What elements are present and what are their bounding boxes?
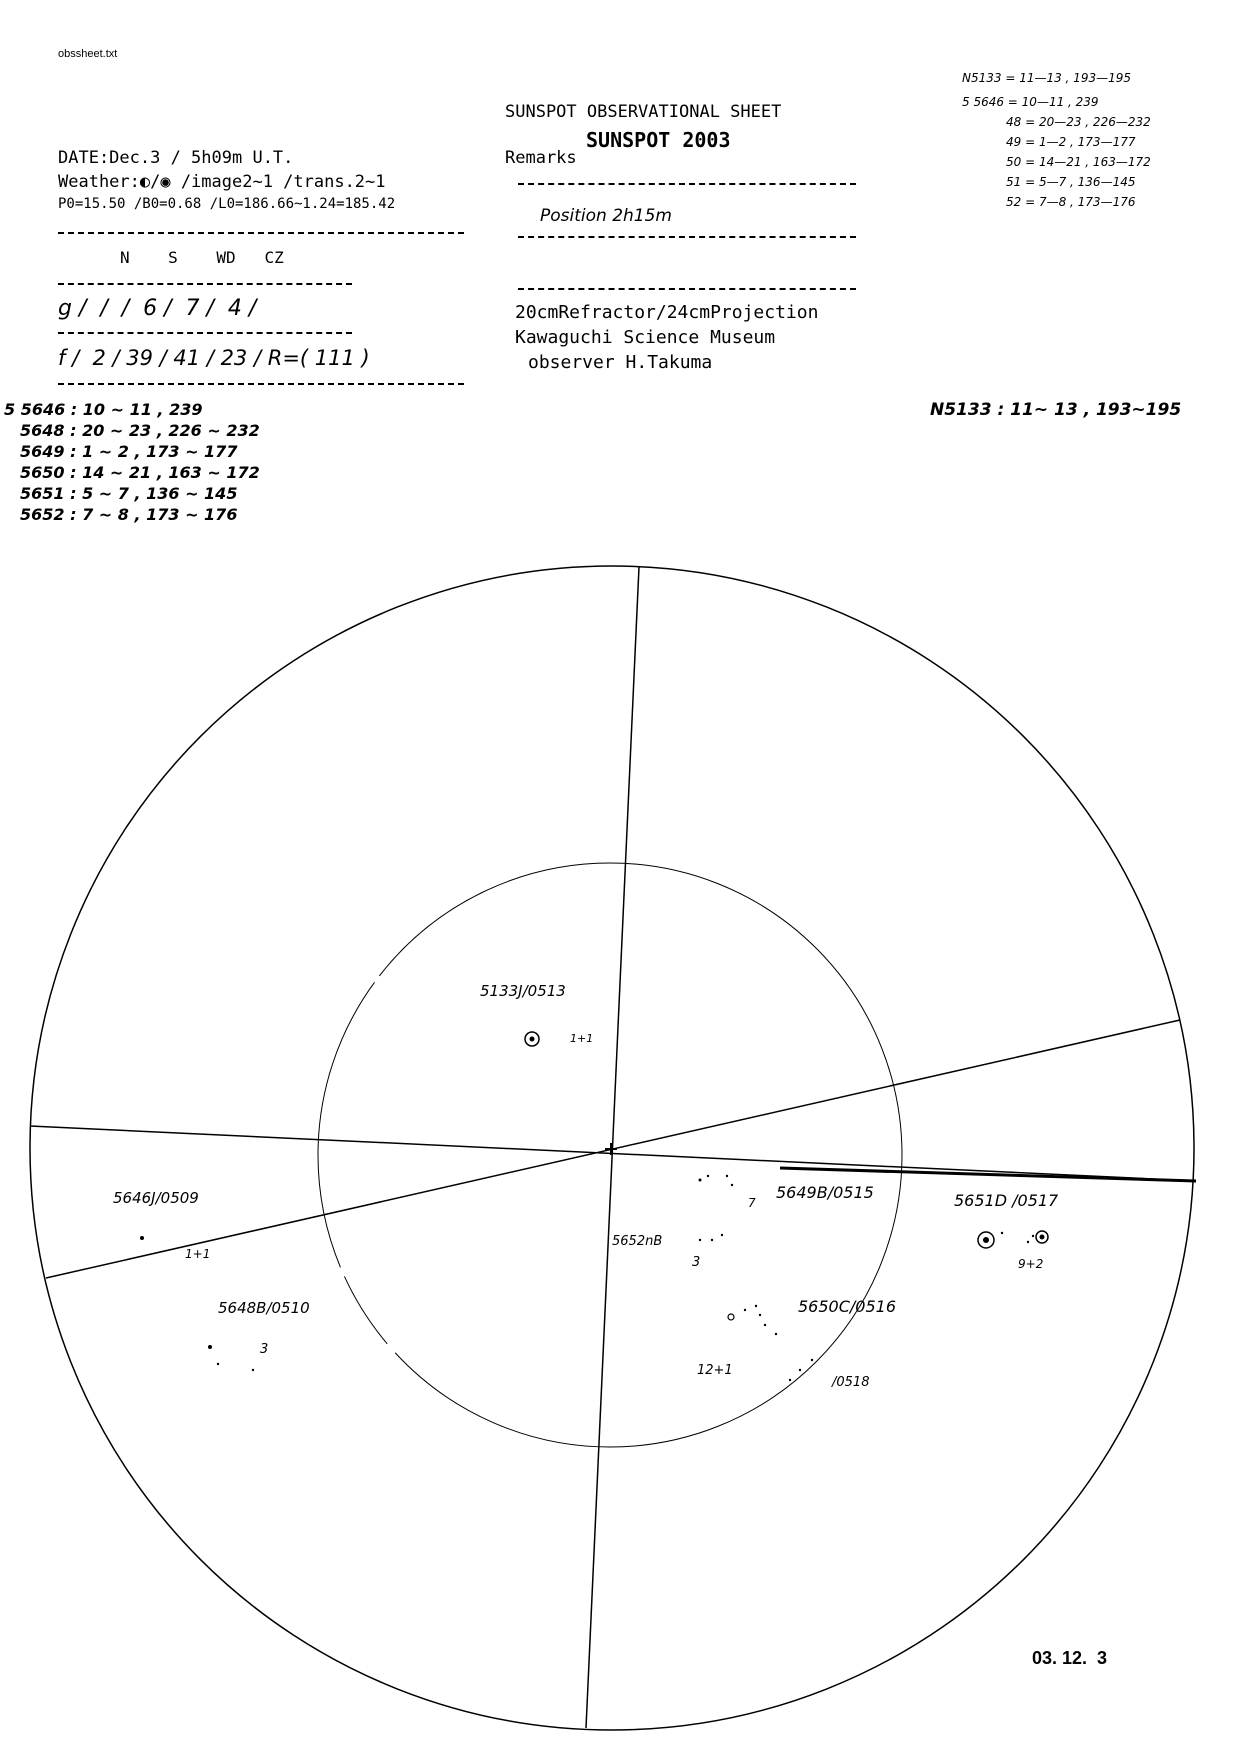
list-item: 5650 : 14 ~ 21 , 163 ~ 172 bbox=[20, 463, 260, 482]
label-5651: 5651D /0517 bbox=[954, 1191, 1059, 1210]
f-counts: f / 2 / 39 / 41 / 23 / R=( 111 ) bbox=[58, 346, 370, 370]
label-5646: 5646J/0509 bbox=[113, 1189, 199, 1207]
list-item: 49 = 1—2 , 173—177 bbox=[1006, 135, 1136, 149]
label-0518: /0518 bbox=[832, 1375, 870, 1390]
list-item: 48 = 20—23 , 226—232 bbox=[1006, 115, 1151, 129]
count-5650: 12+1 bbox=[697, 1363, 733, 1378]
list-item: 5652 : 7 ~ 8 , 173 ~ 176 bbox=[20, 505, 238, 524]
spot-group-5133 bbox=[525, 1032, 539, 1046]
spot-group-5651 bbox=[978, 1231, 1048, 1248]
label-5649: 5649B/0515 bbox=[776, 1183, 874, 1202]
sunspot-dot-icon bbox=[140, 1236, 144, 1240]
count-5648: 3 bbox=[260, 1342, 269, 1357]
count-5646: 1+1 bbox=[185, 1247, 211, 1261]
list-item: 5651 : 5 ~ 7 , 136 ~ 145 bbox=[20, 484, 238, 503]
label-5648: 5648B/0510 bbox=[218, 1299, 310, 1317]
spot-group-5650 bbox=[728, 1305, 813, 1381]
list-item: N5133 = 11—13 , 193—195 bbox=[962, 71, 1131, 85]
remarks-position: Position 2h15m bbox=[540, 206, 672, 226]
spot-group-5648 bbox=[208, 1345, 254, 1371]
spot-group-5649 bbox=[699, 1175, 734, 1186]
file-name: obssheet.txt bbox=[58, 48, 118, 60]
count-5133: 1+1 bbox=[570, 1032, 594, 1045]
central-meridian-line bbox=[586, 567, 639, 1728]
label-5652: 5652nB bbox=[612, 1234, 663, 1249]
list-item: 51 = 5—7 , 136—145 bbox=[1006, 175, 1136, 189]
list-item: 5648 : 20 ~ 23 , 226 ~ 232 bbox=[20, 421, 260, 440]
list-item: 52 = 7—8 , 173—176 bbox=[1006, 195, 1136, 209]
footer-date: 03. 12. 3 bbox=[1032, 1648, 1108, 1668]
weather-line: Weather:◐/◉ /image2~1 /trans.2~1 bbox=[58, 172, 386, 192]
label-5133: 5133J/0513 bbox=[480, 982, 566, 1000]
remarks-label: Remarks bbox=[505, 148, 577, 168]
label-5650: 5650C/0516 bbox=[798, 1297, 896, 1316]
count-5651: 9+2 bbox=[1018, 1257, 1044, 1271]
sheet-subtitle: SUNSPOT 2003 bbox=[586, 128, 731, 152]
instrument-line: 20cmRefractor/24cmProjection bbox=[515, 302, 819, 323]
params-line: P0=15.50 /B0=0.68 /L0=186.66~1.24=185.42 bbox=[58, 196, 396, 212]
g-counts: g / / / 6 / 7 / 4 / bbox=[58, 296, 257, 321]
sunspot-umbra-icon bbox=[530, 1037, 535, 1042]
spot-group-5652 bbox=[699, 1234, 723, 1241]
list-item: 5649 : 1 ~ 2 , 173 ~ 177 bbox=[20, 442, 238, 461]
list-item: 5 5646 : 10 ~ 11 , 239 bbox=[4, 400, 203, 419]
list-item: 50 = 14—21 , 163—172 bbox=[1006, 155, 1151, 169]
list-item: 5 5646 = 10—11 , 239 bbox=[962, 95, 1099, 109]
equator-line-bold bbox=[780, 1168, 1196, 1181]
date-line: DATE:Dec.3 / 5h09m U.T. bbox=[58, 148, 294, 168]
observer-line: observer H.Takuma bbox=[528, 352, 713, 373]
museum-line: Kawaguchi Science Museum bbox=[515, 327, 776, 348]
count-5649: 7 bbox=[748, 1196, 756, 1210]
count-header: N S WD CZ bbox=[120, 248, 284, 267]
count-5652: 3 bbox=[692, 1255, 701, 1270]
right-note: N5133 : 11~ 13 , 193~195 bbox=[930, 400, 1182, 420]
spot-group-5646 bbox=[140, 1236, 144, 1240]
sheet-title: SUNSPOT OBSERVATIONAL SHEET bbox=[505, 102, 782, 122]
